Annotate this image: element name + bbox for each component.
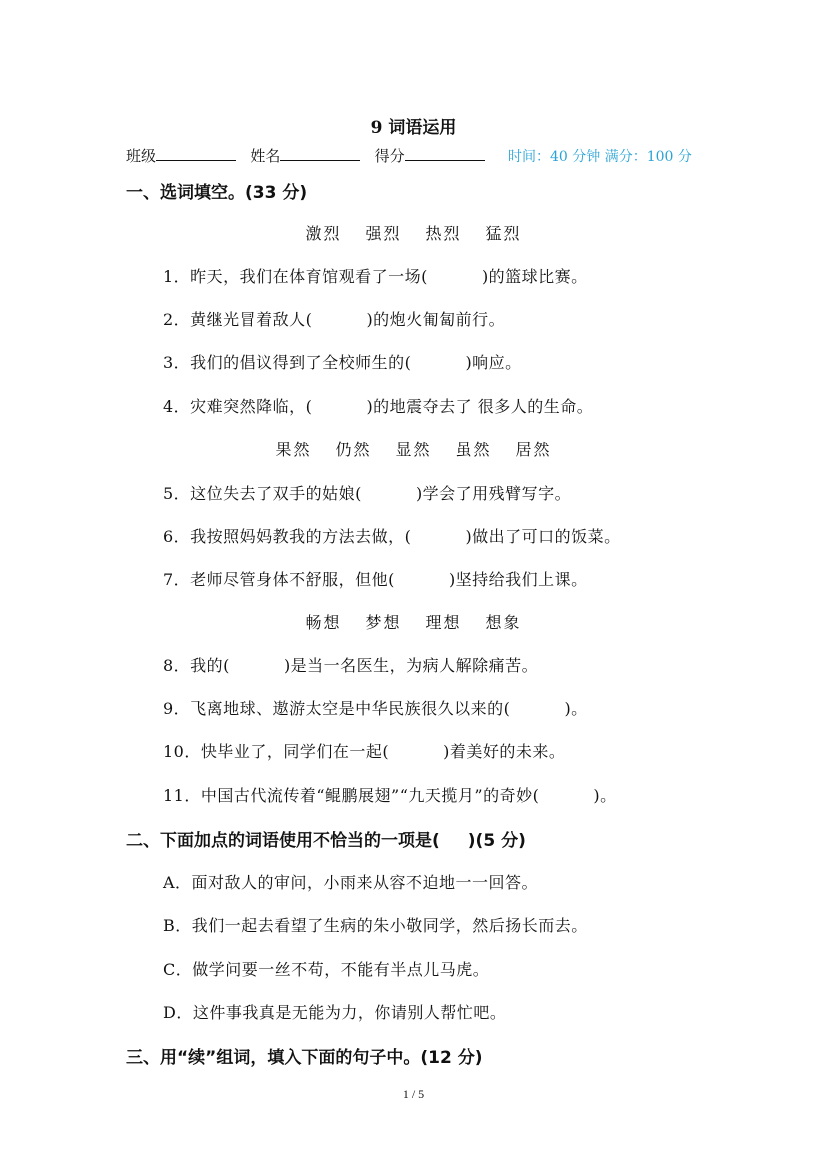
question-text: 5．这位失去了双手的姑娘( [163,484,362,503]
time-score-info: 时间：40 分钟 满分：100 分 [508,149,692,165]
word-bank-item: 果然 [275,440,312,459]
question-text: )的篮球比赛。 [481,267,588,286]
word-bank-item: 虽然 [455,440,492,459]
class-label: 班级 [126,147,157,165]
section2-heading-text: 二、下面加点的词语使用不恰当的一项是( [126,831,440,851]
info-line [126,145,485,166]
word-bank-1 [0,221,827,244]
question-4 [163,394,593,417]
question-1 [163,264,588,287]
word-bank-item: 想象 [485,613,522,632]
word-bank-3 [0,610,827,633]
word-bank-item: 居然 [515,440,552,459]
word-bank-2 [0,437,827,460]
section1-heading: 一、选词填空。(33 分) [126,183,308,203]
word-bank-item: 热烈 [425,224,462,243]
option-c: C．做学问要一丝不苟，不能有半点儿马虎。 [163,960,490,979]
question-text: )做出了可口的饭菜。 [465,527,621,546]
word-bank-item: 激烈 [305,224,342,243]
word-bank-item: 畅想 [305,613,342,632]
class-blank[interactable] [156,146,236,161]
section3-heading: 三、用“续”组词，填入下面的句子中。(12 分) [126,1048,483,1068]
section2-heading [126,826,526,851]
question-text: 1．昨天，我们在体育馆观看了一场( [163,267,428,286]
page-number: 1 / 5 [402,1087,425,1101]
question-text: 4．灾难突然降临，( [163,397,313,416]
option-a: A．面对敌人的审问，小雨来从容不迫地一一回答。 [163,873,539,892]
question-text: )。 [593,786,617,805]
question-text: 8．我的( [163,656,230,675]
score-blank[interactable] [405,146,485,161]
question-text: 10．快毕业了，同学们在一起( [163,742,390,761]
question-text: 2．黄继光冒着敌人( [163,310,313,329]
question-6 [163,524,621,547]
question-text: 6．我按照妈妈教我的方法去做，( [163,527,412,546]
question-text: 3．我们的倡议得到了全校师生的( [163,353,412,372]
question-text: )着美好的未来。 [443,742,566,761]
option-b: B．我们一起去看望了生病的朱小敬同学，然后扬长而去。 [163,916,588,935]
word-bank-item: 强烈 [365,224,402,243]
question-10 [163,739,565,762]
word-bank-item: 仍然 [335,440,372,459]
section2-heading-text: )(5 分) [467,831,526,851]
word-bank-item: 理想 [425,613,462,632]
question-text: )响应。 [465,353,522,372]
word-bank-item: 显然 [395,440,432,459]
question-8 [163,653,538,676]
question-2 [163,307,505,330]
question-5 [163,481,571,504]
question-3 [163,350,522,373]
question-text: 9．飞离地球、遨游太空是中华民族很久以来的( [163,699,511,718]
question-text: )的炮火匍匐前行。 [366,310,506,329]
question-text: 7．老师尽管身体不舒服，但他( [163,570,395,589]
question-text: )的地震夺去了 很多人的生命。 [366,397,594,416]
page-title: 9 词语运用 [370,118,457,138]
question-7 [163,567,588,590]
name-blank[interactable] [280,146,360,161]
question-9 [163,696,588,719]
question-11 [163,783,617,806]
word-bank-item: 梦想 [365,613,402,632]
score-label: 得分 [374,147,405,165]
word-bank-item: 猛烈 [485,224,522,243]
question-text: )坚持给我们上课。 [448,570,588,589]
question-text: )学会了用残臂写字。 [415,484,572,503]
question-text: )是当一名医生，为病人解除痛苦。 [283,656,539,675]
question-text: )。 [564,699,588,718]
question-text: 11．中国古代流传着“鲲鹏展翅”“九天揽月”的奇妙( [163,786,540,805]
name-label: 姓名 [250,147,281,165]
option-d: D．这件事我真是无能为力，你请别人帮忙吧。 [163,1003,507,1022]
